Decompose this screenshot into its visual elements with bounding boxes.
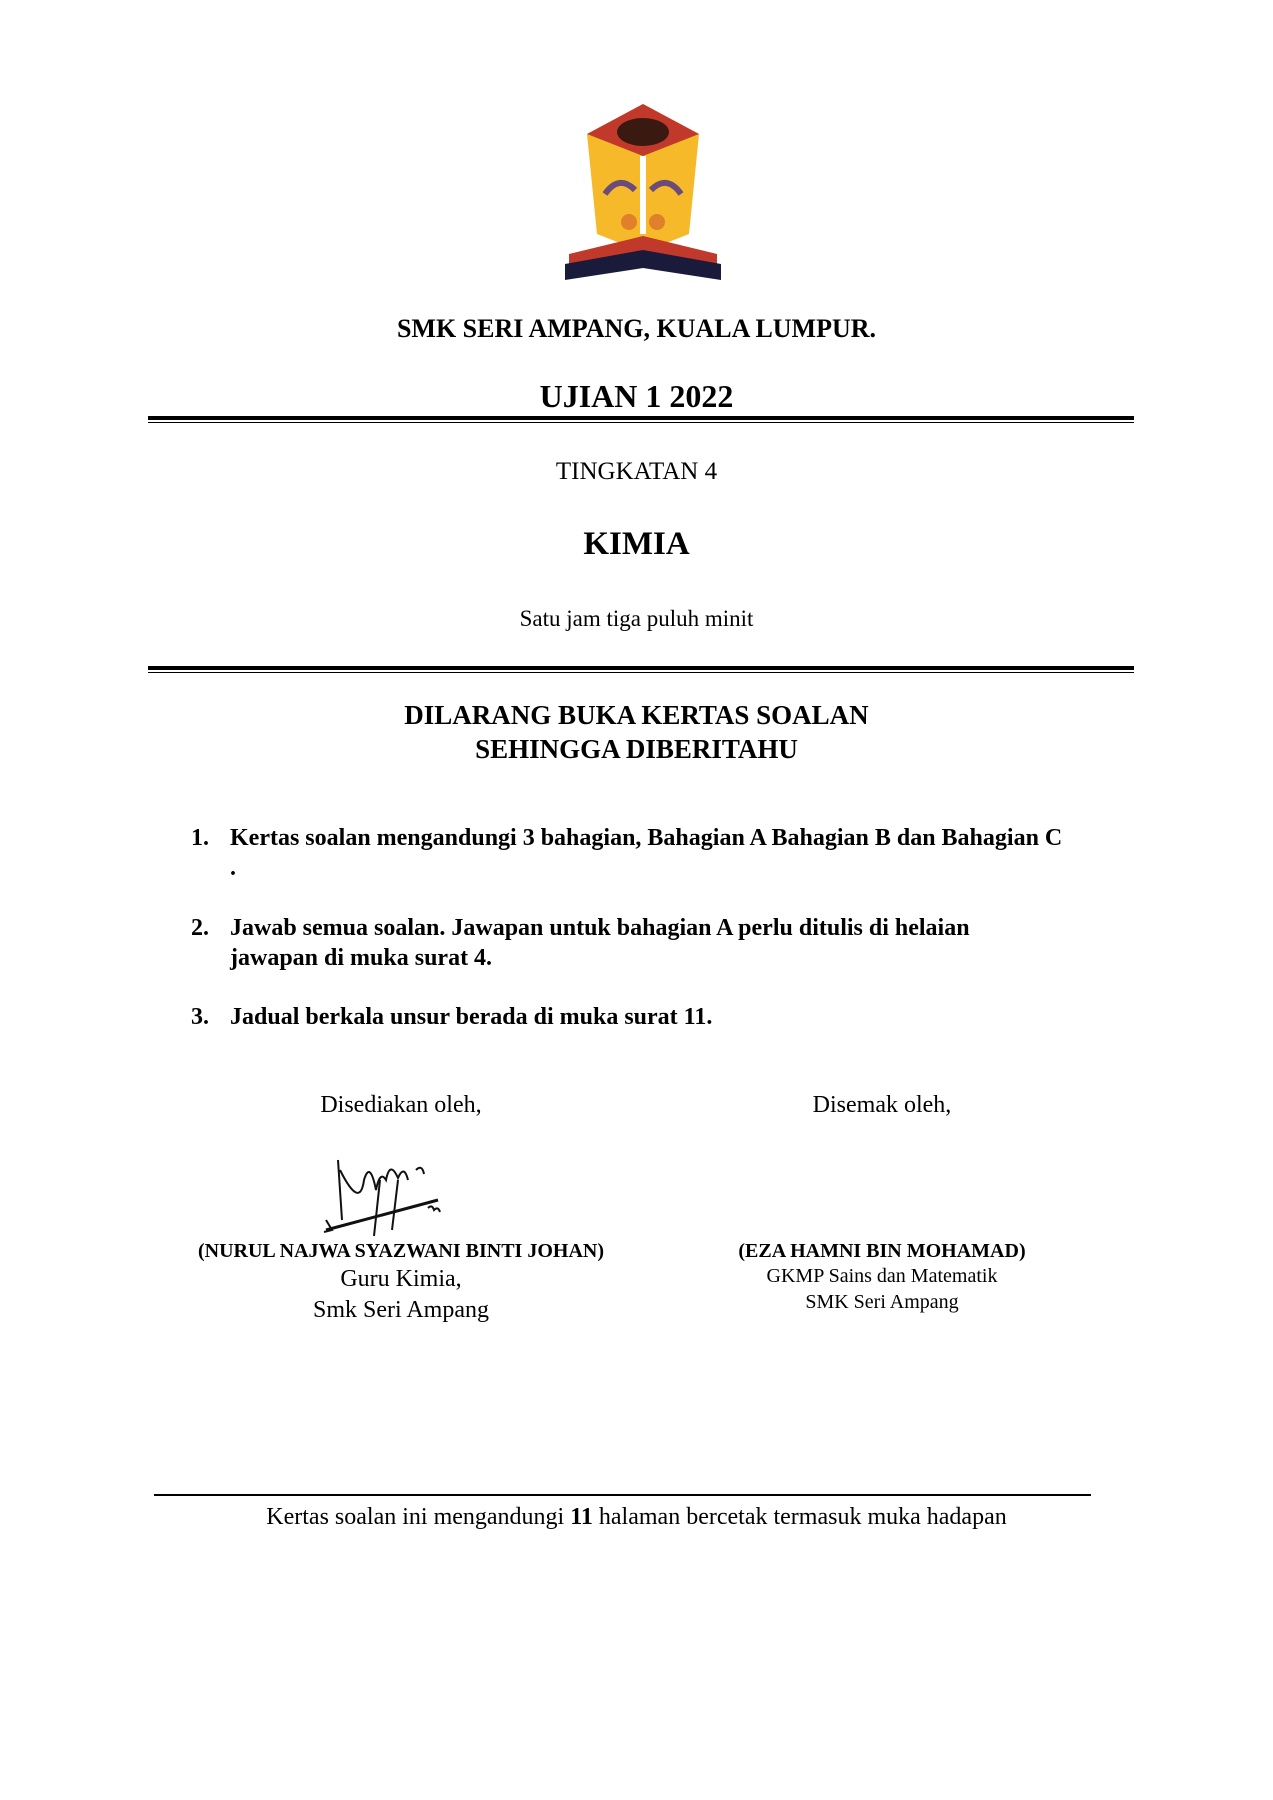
duration: Satu jam tiga puluh minit (519, 606, 754, 631)
prepared-role: Guru Kimia, (340, 1266, 462, 1292)
checked-org: SMK Seri Ampang (805, 1291, 959, 1313)
divider (148, 666, 1134, 673)
divider (148, 416, 1134, 423)
subject-title: KIMIA (583, 526, 690, 562)
instruction-number: 1. (191, 825, 209, 851)
checked-role: GKMP Sains dan Matematik (766, 1265, 998, 1287)
footer-text: Kertas soalan ini mengandungi (266, 1504, 571, 1530)
instruction-text: Kertas soalan mengandungi 3 bahagian, Bahagian A Bahagian B dan Bahagian C (230, 825, 1063, 851)
instruction-text: jawapan di muka surat 4. (230, 945, 493, 971)
school-name: SMK SERI AMPANG, KUALA LUMPUR. (396, 314, 877, 343)
prepared-org: Smk Seri Ampang (312, 1297, 489, 1323)
prepared-name: (NURUL NAJWA SYAZWANI BINTI JOHAN) (198, 1240, 604, 1262)
warning-line-2: SEHINGGA DIBERITAHU (475, 734, 798, 764)
prepared-label: Disediakan oleh, (320, 1092, 482, 1118)
instruction-text: . (230, 855, 236, 881)
instruction-text: Jawab semua soalan. Jawapan untuk bahagian A perlu ditulis di helaian (230, 915, 970, 941)
signature (320, 1150, 470, 1238)
instruction-number: 3. (191, 1004, 209, 1030)
instruction-text: Jadual berkala unsur berada di muka surat 11. (230, 1004, 713, 1030)
page-count: 11 (570, 1504, 593, 1530)
footer-text: halaman bercetak termasuk muka hadapan (592, 1504, 1007, 1530)
warning-line-1: DILARANG BUKA KERTAS SOALAN (404, 700, 869, 730)
footer-note (0, 1504, 1273, 1531)
checked-name: (EZA HAMNI BIN MOHAMAD) (738, 1240, 1026, 1262)
exam-title: UJIAN 1 2022 (539, 378, 734, 414)
checked-label: Disemak oleh, (812, 1092, 952, 1118)
footer-rule (154, 1494, 1091, 1496)
school-logo (559, 104, 727, 280)
form-level: TINGKATAN 4 (555, 458, 718, 485)
instruction-number: 2. (191, 915, 209, 941)
